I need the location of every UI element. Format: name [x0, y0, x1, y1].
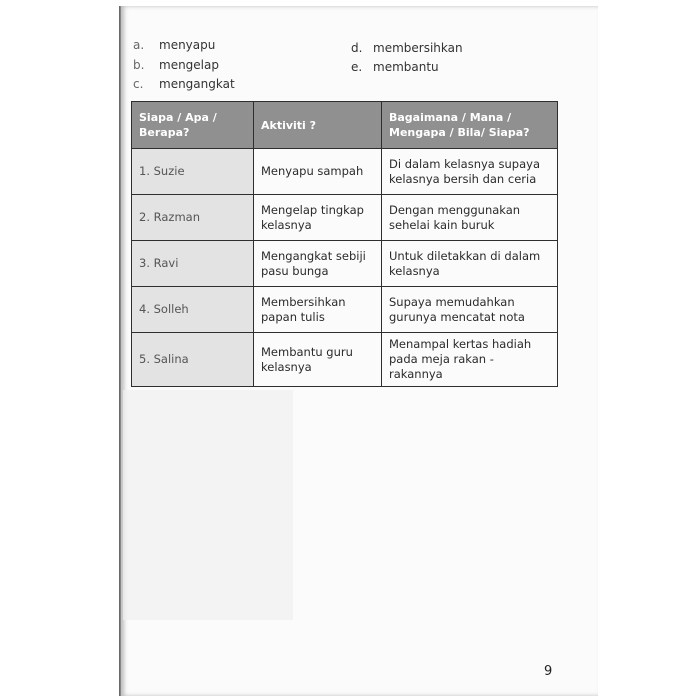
option-b — [133, 58, 219, 72]
option-word: menyapu — [159, 38, 216, 52]
table-row — [132, 333, 558, 387]
option-c — [133, 77, 235, 91]
page-number: 9 — [544, 664, 553, 679]
option-letter: e. — [351, 60, 363, 74]
option-word: mengangkat — [159, 77, 235, 91]
option-d — [351, 41, 463, 55]
page-shading — [123, 390, 293, 620]
option-letter: d. — [351, 41, 363, 55]
table-row — [132, 195, 558, 241]
table-row — [132, 287, 558, 333]
row-detail: Dengan menggunakan sehelai kain buruk — [382, 195, 558, 241]
option-letter: b. — [133, 58, 145, 72]
row-detail: Supaya memudahkan gurunya mencatat nota — [382, 287, 558, 333]
row-activity: Membersihkan papan tulis — [254, 287, 382, 333]
header-detail: Bagaimana / Mana / Mengapa / Bila/ Siapa? — [382, 102, 558, 149]
row-who: 1. Suzie — [132, 149, 254, 195]
option-a — [133, 38, 215, 52]
row-detail: Menampal kertas hadiah pada meja rakan - rakannya — [382, 333, 558, 387]
activity-table — [131, 101, 558, 387]
table-row — [132, 149, 558, 195]
header-who: Siapa / Apa / Berapa? — [132, 102, 254, 149]
option-letter: c. — [133, 77, 144, 91]
option-word: mengelap — [159, 58, 219, 72]
table-row — [132, 241, 558, 287]
header-activity: Aktiviti ? — [254, 102, 382, 149]
row-who: 4. Solleh — [132, 287, 254, 333]
option-word: membersihkan — [373, 41, 463, 55]
row-who: 5. Salina — [132, 333, 254, 387]
table-header-row — [132, 102, 558, 149]
row-detail: Untuk diletakkan di dalam kelasnya — [382, 241, 558, 287]
option-word: membantu — [373, 60, 439, 74]
row-activity: Menyapu sampah — [254, 149, 382, 195]
row-who: 2. Razman — [132, 195, 254, 241]
row-activity: Mengangkat sebiji pasu bunga — [254, 241, 382, 287]
option-letter: a. — [133, 38, 145, 52]
row-activity: Membantu guru kelasnya — [254, 333, 382, 387]
option-e — [351, 60, 439, 74]
row-activity: Mengelap tingkap kelasnya — [254, 195, 382, 241]
row-detail: Di dalam kelasnya supaya kelasnya bersih dan ceria — [382, 149, 558, 195]
row-who: 3. Ravi — [132, 241, 254, 287]
